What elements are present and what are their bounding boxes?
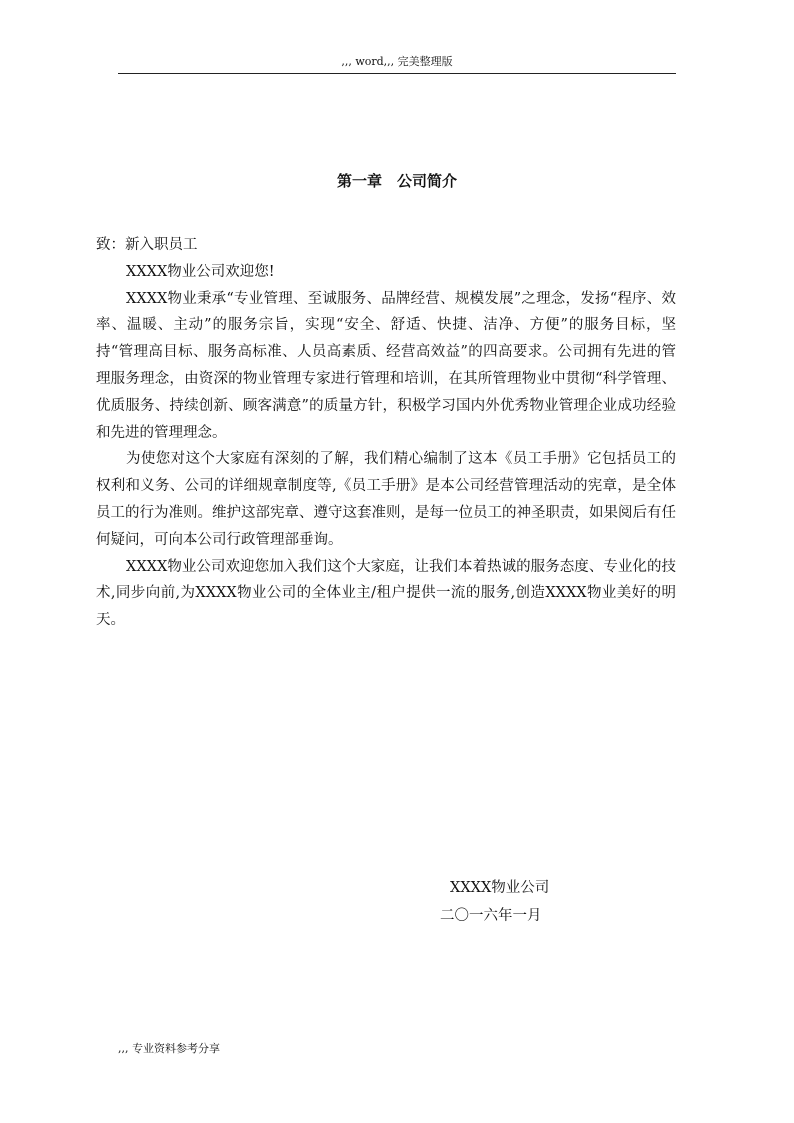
signature-block [440,874,580,930]
chapter-title: 第一章 公司简介 [336,172,457,190]
closing-paragraph: XXXX物业公司欢迎您加入我们这个大家庭，让我们本着热诚的服务态度、专业化的技术,同步向前,为XXXX物业公司的全体业主/租户提供一流的服务,创造XXXX物业美好的明天。 [96,558,676,629]
salutation: 致：新入职员工 [96,237,198,253]
handbook-intro-paragraph: 为使您对这个大家庭有深刻的了解，我们精心编制了这本《员工手册》它包括员工的权利和义务、公司的详细规章制度等,《员工手册》是本公司经营管理活动的宪章，是全体员工的行为准则。维护这部宪章、遵守这套准则，是每一位员工的神圣职责，如果阅后有任何疑问，可向本公司行政管理部垂询。 [96,451,676,548]
header-divider [118,73,676,74]
letter-body [96,232,676,634]
company-philosophy-paragraph: XXXX物业秉承“专业管理、至诚服务、品牌经营、规模发展”之理念，发扬“程序、效率、温暖、主动”的服务宗旨，实现“安全、舒适、快捷、洁净、方便”的服务目标，坚持“管理高目标、服务高标准、人员高素质、经营高效益”的四高要求。公司拥有先进的管理服务理念，由资深的物业管理专家进行管理和培训，在其所管理物业中贯彻“科学管理、优质服务、持续创新、顾客满意”的质量方针，积极学习国内外优秀物业管理企业成功经验和先进的管理理念。 [96,290,676,441]
welcome-line: XXXX物业公司欢迎您! [126,263,275,280]
signature-company: XXXX物业公司 [450,880,550,896]
page-header-text: ,,, word,,, 完美整理版 [341,55,453,68]
page-footer-text: ,,, 专业资料参考分享 [118,1042,220,1055]
signature-date: 二〇一六年一月 [440,908,542,924]
